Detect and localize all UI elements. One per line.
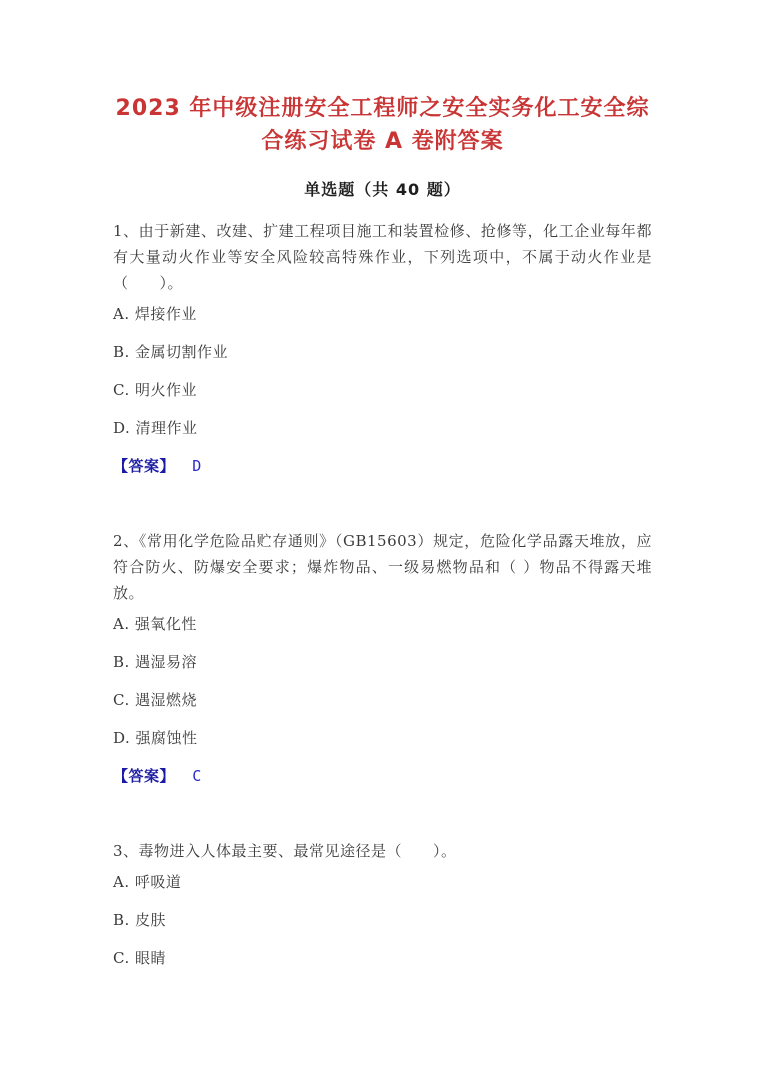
- option-item-c: C. 明火作业: [113, 381, 197, 399]
- answer-label: 【答案】: [113, 457, 176, 475]
- question-stem: 3、毒物进入人体最主要、最常见途径是（ ）。: [113, 842, 457, 860]
- answer-line: [113, 456, 652, 476]
- question-block-2: [113, 528, 652, 786]
- option-item-c: C. 遇湿燃烧: [113, 691, 197, 709]
- question-stem: 1、由于新建、改建、扩建工程项目施工和装置检修、抢修等，化工企业每年都有大量动火作业等安全风险较高特殊作业，下列选项中，不属于动火作业是（ ）。: [113, 222, 652, 292]
- answer-line: [113, 766, 652, 786]
- option-item-b: B. 金属切割作业: [113, 343, 229, 361]
- section-heading: 单选题（共 40 题）: [304, 180, 461, 199]
- option-item-b: B. 皮肤: [113, 911, 167, 929]
- option-item-d: D. 清理作业: [113, 419, 198, 437]
- option-item-a: A. 强氧化性: [113, 615, 197, 633]
- option-item-c: C. 眼睛: [113, 949, 166, 967]
- answer-value: C: [192, 767, 202, 785]
- option-item-a: A. 呼吸道: [113, 873, 182, 891]
- question-block-3: [113, 838, 652, 968]
- option-item-a: A. 焊接作业: [113, 305, 197, 323]
- option-item-d: D. 强腐蚀性: [113, 729, 198, 747]
- answer-value: D: [192, 457, 202, 475]
- page-title: 2023 年中级注册安全工程师之安全实务化工安全综合练习试卷 A 卷附答案: [115, 96, 650, 154]
- option-item-b: B. 遇湿易溶: [113, 653, 198, 671]
- question-block-1: [113, 218, 652, 476]
- question-stem: 2、《常用化学危险品贮存通则》（GB15603）规定，危险化学品露天堆放，应符合防火、防爆安全要求；爆炸物品、一级易燃物品和（ ）物品不得露天堆放。: [113, 532, 652, 602]
- answer-label: 【答案】: [113, 767, 176, 785]
